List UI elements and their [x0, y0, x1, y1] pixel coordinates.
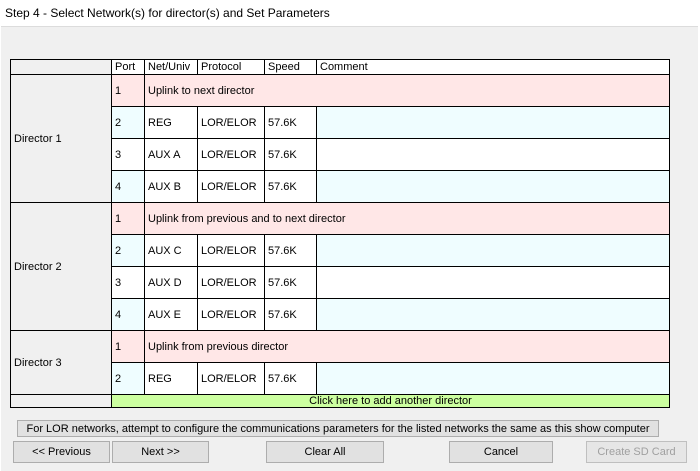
port-cell[interactable]: 1 [112, 75, 145, 107]
uplink-row[interactable] [11, 203, 670, 235]
protocol-cell[interactable]: LOR/ELOR [198, 299, 265, 331]
net-univ-cell[interactable]: AUX C [145, 235, 198, 267]
protocol-cell[interactable]: LOR/ELOR [198, 171, 265, 203]
header-net-univ: Net/Univ [145, 60, 198, 75]
director-network-grid [10, 59, 670, 408]
port-cell[interactable]: 2 [112, 107, 145, 139]
uplink-description[interactable]: Uplink from previous and to next director [145, 203, 670, 235]
speed-cell[interactable]: 57.6K [265, 267, 317, 299]
protocol-cell[interactable]: LOR/ELOR [198, 267, 265, 299]
next-button[interactable]: Next >> [112, 441, 209, 463]
speed-cell[interactable]: 57.6K [265, 171, 317, 203]
dialog-title: Step 4 - Select Network(s) for director(s) and Set Parameters [5, 6, 330, 20]
port-cell[interactable]: 3 [112, 267, 145, 299]
net-univ-cell[interactable]: AUX D [145, 267, 198, 299]
port-cell[interactable]: 2 [112, 363, 145, 395]
port-cell[interactable]: 3 [112, 139, 145, 171]
uplink-row[interactable] [11, 75, 670, 107]
add-row-spacer [11, 395, 112, 408]
protocol-cell[interactable]: LOR/ELOR [198, 139, 265, 171]
uplink-row[interactable] [11, 331, 670, 363]
port-cell[interactable]: 1 [112, 203, 145, 235]
uplink-description[interactable]: Uplink to next director [145, 75, 670, 107]
comment-cell[interactable] [317, 171, 670, 203]
director-label[interactable]: Director 2 [11, 203, 112, 331]
uplink-description[interactable]: Uplink from previous director [145, 331, 670, 363]
director-label[interactable]: Director 1 [11, 75, 112, 203]
configure-lor-params-button[interactable]: For LOR networks, attempt to configure the communications parameters for the listed networks the same as this show computer [17, 420, 659, 437]
comment-cell[interactable] [317, 235, 670, 267]
create-sd-card-button[interactable]: Create SD Card [586, 441, 687, 463]
protocol-cell[interactable]: LOR/ELOR [198, 363, 265, 395]
header-protocol: Protocol [198, 60, 265, 75]
speed-cell[interactable]: 57.6K [265, 235, 317, 267]
port-cell[interactable]: 4 [112, 171, 145, 203]
net-univ-cell[interactable]: AUX B [145, 171, 198, 203]
comment-cell[interactable] [317, 139, 670, 171]
speed-cell[interactable]: 57.6K [265, 139, 317, 171]
comment-cell[interactable] [317, 299, 670, 331]
clear-all-button[interactable]: Clear All [266, 441, 384, 463]
speed-cell[interactable]: 57.6K [265, 363, 317, 395]
comment-cell[interactable] [317, 363, 670, 395]
comment-cell[interactable] [317, 107, 670, 139]
add-director-button[interactable]: Click here to add another director [112, 395, 670, 408]
header-speed: Speed [265, 60, 317, 75]
previous-button[interactable]: << Previous [13, 441, 110, 463]
port-cell[interactable]: 2 [112, 235, 145, 267]
header-port: Port [112, 60, 145, 75]
director-label[interactable]: Director 3 [11, 331, 112, 395]
add-director-row[interactable] [11, 395, 670, 408]
net-univ-cell[interactable]: REG [145, 363, 198, 395]
protocol-cell[interactable]: LOR/ELOR [198, 107, 265, 139]
port-cell[interactable]: 4 [112, 299, 145, 331]
comment-cell[interactable] [317, 267, 670, 299]
port-cell[interactable]: 1 [112, 331, 145, 363]
speed-cell[interactable]: 57.6K [265, 299, 317, 331]
dialog-title-bar [0, 0, 700, 26]
header-corner [11, 60, 112, 75]
net-univ-cell[interactable]: AUX A [145, 139, 198, 171]
header-comment: Comment [317, 60, 670, 75]
net-univ-cell[interactable]: AUX E [145, 299, 198, 331]
grid-header-row [11, 60, 670, 75]
net-univ-cell[interactable]: REG [145, 107, 198, 139]
speed-cell[interactable]: 57.6K [265, 107, 317, 139]
cancel-button[interactable]: Cancel [449, 441, 553, 463]
protocol-cell[interactable]: LOR/ELOR [198, 235, 265, 267]
